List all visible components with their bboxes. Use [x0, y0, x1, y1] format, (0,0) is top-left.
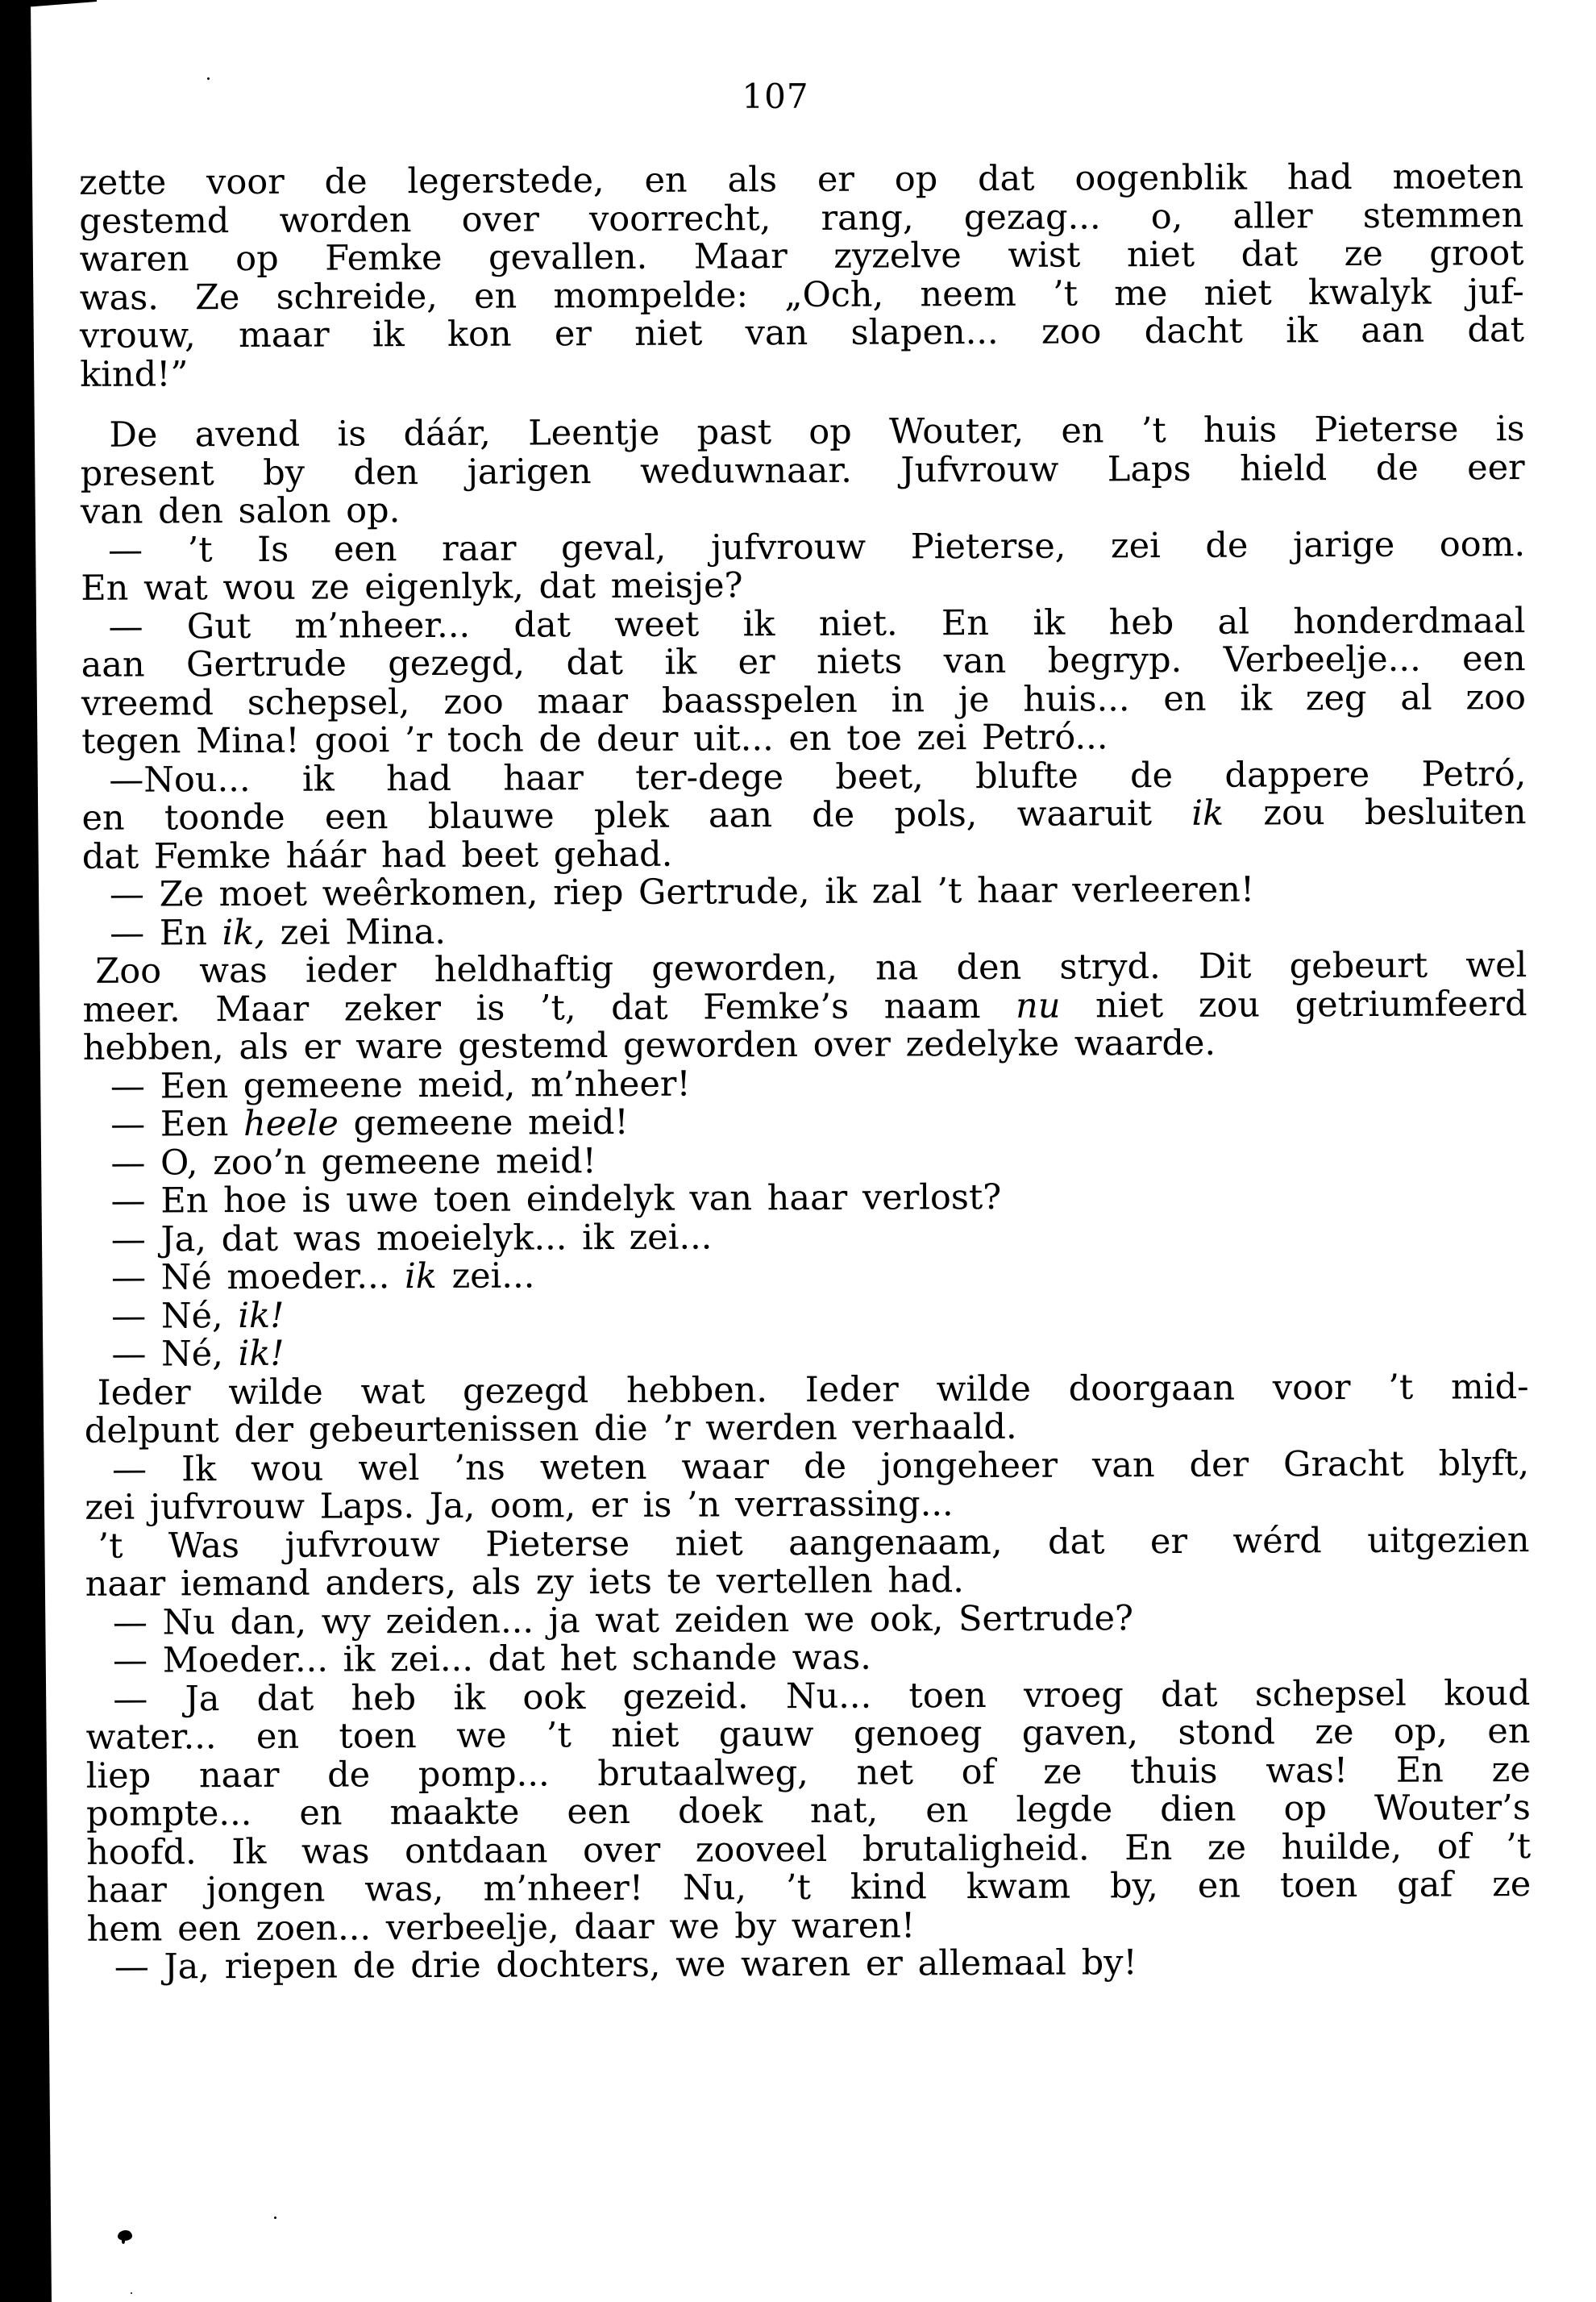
text-line: — Een heele gemeene meid!	[110, 1101, 629, 1145]
text-line: — Né moeder... ik zei...	[110, 1255, 535, 1298]
text-line: — Né, ik!	[111, 1295, 285, 1337]
paragraph	[84, 1253, 1528, 1297]
text-line: waren op Femke gevallen. Maar zyzelve wist niet dat ze groot	[79, 233, 1524, 280]
scan-speck	[274, 2217, 276, 2219]
paragraph	[81, 602, 1526, 762]
text-line: — O, zoo’n gemeene meid!	[110, 1140, 596, 1184]
text-line: liep naar de pomp... brutaalweg, net of ze thuis was! En ze	[85, 1749, 1531, 1796]
paragraph	[85, 1598, 1530, 1642]
text-line: vreemd schepsel, zoo maar baasspelen in je huis... en ik zeg al zoo	[81, 676, 1527, 724]
ink-blot-artifact	[118, 2230, 132, 2241]
text-line: — Ja dat heb ik ook gezeid. Nu... toen vroeg dat schepsel koud	[113, 1672, 1531, 1720]
text-line: — Né, ik!	[111, 1333, 285, 1375]
text-line: kind!”	[80, 353, 189, 395]
text-line: hoofd. Ik was ontdaan over zooveel brutaligheid. En ze huilde, of ’t	[86, 1825, 1532, 1873]
paragraph	[85, 1368, 1529, 1451]
text-line: present by den jarigen weduwnaar. Jufvrouw Laps hield de eer	[80, 447, 1525, 494]
text-line: vrouw, maar ik kon er niet van slapen... zoo dacht ik aan dat	[79, 310, 1525, 356]
paragraph	[84, 1215, 1528, 1259]
scan-gutter-shadow	[0, 0, 56, 2302]
text-line: — Ze moet weêrkomen, riep Gertrude, ik zal ’t haar verleeren!	[109, 869, 1255, 915]
text-line: dat Femke háár had beet gehad.	[81, 834, 673, 877]
text-line: — Nu dan, wy zeiden... ja wat zeiden we ook, Sertrude?	[112, 1597, 1134, 1643]
paragraph	[85, 1521, 1529, 1605]
text-line: aan Gertrude gezegd, dat ik er niets van begryp. Verbeelje... een	[81, 639, 1526, 685]
text-line: zette voor de legerstede, en als er op dat oogenblik had moeten	[78, 156, 1524, 203]
text-line: hem een zoen... verbeelje, daar we by waren!	[86, 1904, 916, 1950]
paragraph	[81, 753, 1527, 877]
paragraph	[83, 1100, 1527, 1144]
text-line: — Een gemeene meid, m’nheer!	[110, 1064, 691, 1107]
text-line: ’t Was jufvrouw Pieterse niet aangenaam, dat er wérd uitgezien	[98, 1519, 1530, 1567]
text-line: — Moeder... ik zei... dat het schande was.	[112, 1637, 871, 1681]
text-line: hebben, als er ware gestemd geworden over zedelyke waarde.	[82, 1022, 1216, 1068]
text-line: pompte... en maakte een doek nat, en legde dien op Wouter’s	[85, 1788, 1532, 1834]
text-line: zei jufvrouw Laps. Ja, oom, er is ’n verrassing...	[85, 1484, 954, 1528]
text-line: en toonde een blauwe plek aan de pols, waaruit ik zou besluiten	[81, 792, 1527, 839]
text-line: — En hoe is uwe toen eindelyk van haar verlost?	[110, 1176, 1002, 1222]
text-line: — Ja, riepen de drie dochters, we waren er allemaal by!	[114, 1942, 1137, 1988]
scan-speck	[131, 2292, 132, 2294]
text-line: gestemd worden over voorrecht, rang, gezag... o, aller stemmen	[79, 194, 1524, 242]
scan-speck	[207, 77, 210, 80]
paragraph	[85, 1442, 1530, 1528]
page-text-block	[79, 158, 1532, 1987]
paragraph	[82, 870, 1527, 914]
text-line: — En ik, zei Mina.	[110, 911, 447, 954]
scan-top-edge-artifact	[24, 0, 97, 7]
ink-blot-tail-artifact	[122, 2239, 125, 2244]
text-line: water... en toen we ’t niet gauw genoeg gaven, stond ze op, en	[85, 1711, 1531, 1758]
page-number: 107	[742, 77, 809, 116]
paragraph	[84, 1176, 1528, 1221]
paragraph	[84, 1292, 1528, 1336]
text-line: —Nou... ik had haar ter-dege beet, blufte de dappere Petró,	[109, 753, 1527, 801]
text-line: Ieder wilde wat gezegd hebben. Ieder wilde doorgaan voor ’t mid-	[97, 1366, 1529, 1413]
paragraph	[80, 410, 1525, 531]
paragraph	[83, 1139, 1527, 1183]
paragraph	[87, 1942, 1532, 1987]
text-line: — Ja, dat was moeielyk... ik zei...	[110, 1216, 713, 1260]
text-line: De avend is dáár, Leentje past op Wouter, en ’t huis Pieterse is	[109, 409, 1525, 456]
text-line: Zoo was ieder heldhaftig geworden, na den stryd. Dit gebeurt wel	[95, 945, 1527, 992]
paragraph	[82, 947, 1527, 1068]
paragraph	[81, 523, 1526, 609]
text-line: — ’t Is een raar geval, jufvrouw Pieterse, zei de jarige oom.	[107, 523, 1526, 571]
text-line: van den salon op.	[80, 490, 401, 532]
text-line: En wat wou ze eigenlyk, dat meisje?	[81, 565, 743, 609]
paragraph	[79, 158, 1524, 394]
text-line: tegen Mina! gooi ’r toch de deur uit... en toe zei Petró...	[81, 717, 1108, 762]
text-line: was. Ze schreide, en mompelde: „Och, neem ’t me niet kwalyk juf-	[79, 271, 1524, 318]
text-line: — Ik wou wel ’ns weten waar de jongeheer van der Gracht blyft,	[111, 1442, 1530, 1490]
text-line: — Gut m’nheer... dat weet ik niet. En ik heb al honderdmaal	[108, 600, 1526, 647]
paragraph	[83, 1062, 1527, 1106]
text-line: meer. Maar zeker is ’t, dat Femke’s naam nu niet zou getriumfeerd	[82, 983, 1527, 1030]
paragraph	[85, 1672, 1532, 1950]
text-line: delpunt der gebeurtenissen die ’r werden verhaald.	[84, 1406, 1017, 1451]
text-line: naar iemand anders, als zy iets te vertellen had.	[85, 1560, 964, 1605]
text-line: haar jongen was, m’nheer! Nu, ’t kind kwam by, en toen gaf ze	[86, 1864, 1532, 1911]
